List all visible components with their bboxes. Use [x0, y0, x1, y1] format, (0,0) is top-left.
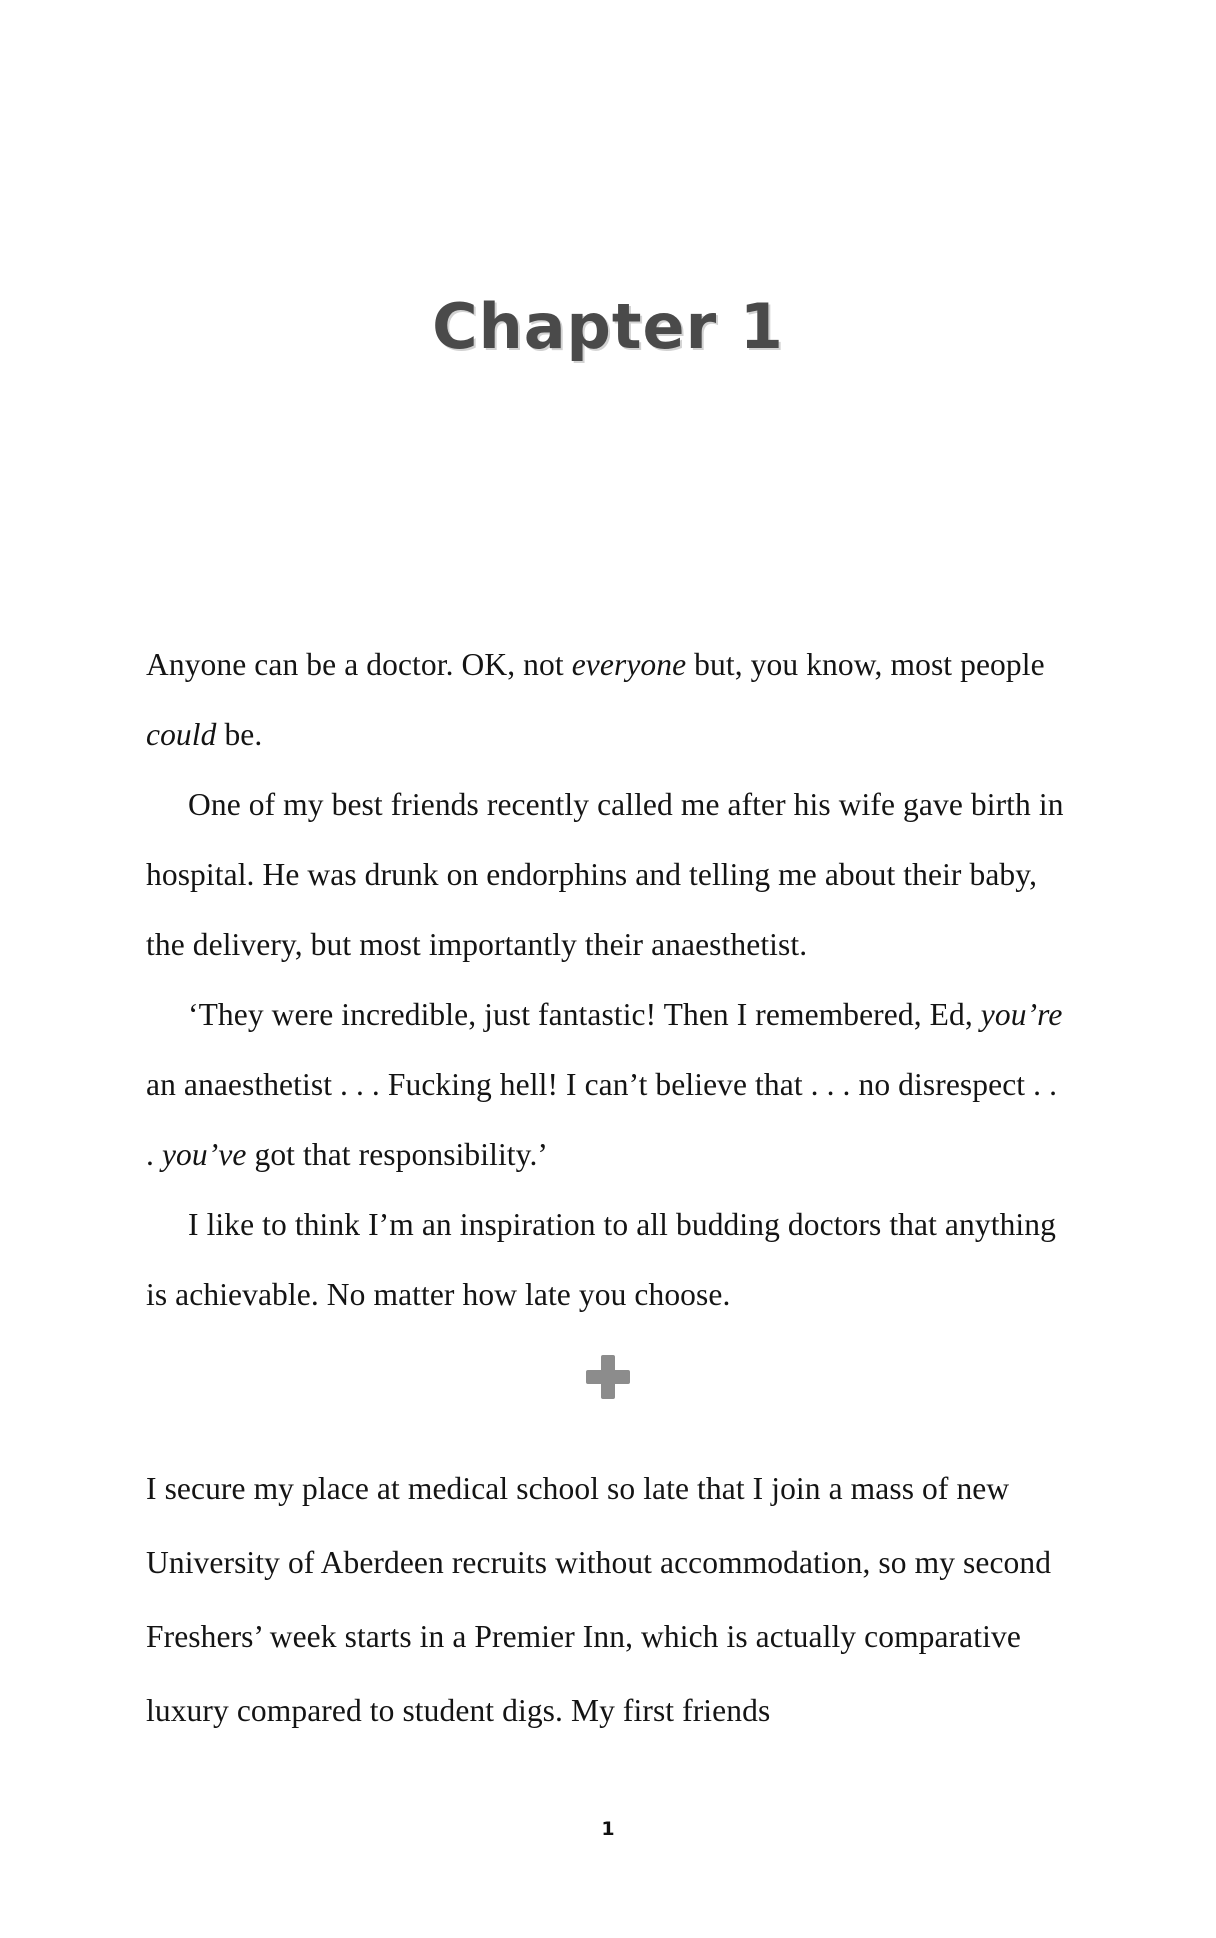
text-run: an anaesthetist . . . Fucking hell! I can’t believe that . . . no disrespect . . . — [146, 1067, 1058, 1172]
page-number: 1 — [601, 1818, 615, 1840]
emphasis-text: you’re — [980, 997, 1063, 1032]
medical-cross-icon — [586, 1355, 630, 1399]
paragraph — [146, 1190, 1071, 1330]
text-run: I like to think I’m an inspiration to all budding doctors that anything is achievable. No matter how late you choose. — [146, 1207, 1056, 1312]
body-text-block-top — [146, 630, 1071, 1330]
section-divider — [0, 1355, 1216, 1425]
text-run: One of my best friends recently called me after his wife gave birth in hospital. He was drunk on endorphins and telling me about their baby, the delivery, but most importantly their anaesthetist. — [146, 787, 1064, 962]
paragraph — [146, 1452, 1071, 1748]
text-run: Anyone can be a doctor. OK, not — [146, 647, 572, 682]
emphasis-text: could — [146, 717, 217, 752]
text-run: but, you know, most people — [686, 647, 1045, 682]
body-text-block-bottom — [146, 1452, 1071, 1748]
paragraph — [146, 980, 1071, 1190]
text-run: ‘They were incredible, just fantastic! Then I remembered, Ed, — [188, 997, 981, 1032]
chapter-title: Chapter 1 — [432, 289, 784, 363]
text-run: I secure my place at medical school so late that I join a mass of new University of Aberdeen recruits without accommodation, so my second Freshers’ week starts in a Premier Inn, which is actually comparative luxury compared to student digs. My first friends — [146, 1471, 1052, 1728]
text-run: be. — [216, 717, 263, 752]
paragraph — [146, 770, 1071, 980]
paragraph — [146, 630, 1071, 770]
text-run: got that responsibility.’ — [246, 1137, 549, 1172]
emphasis-text: you’ve — [161, 1137, 247, 1172]
emphasis-text: everyone — [571, 647, 687, 682]
